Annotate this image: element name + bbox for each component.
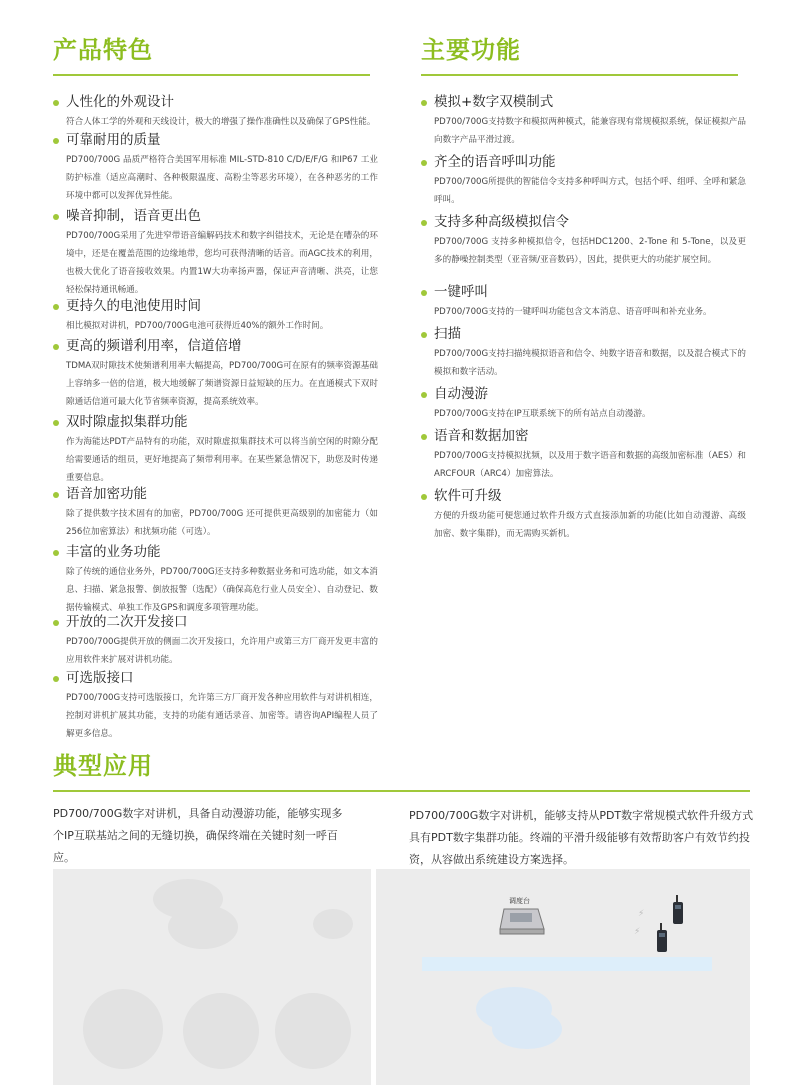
- features-list: [52, 93, 378, 743]
- cloud-icon: [275, 993, 351, 1069]
- function-title: 自动漫游: [420, 385, 746, 404]
- function-item: [420, 325, 746, 385]
- feature-title: 双时隙虚拟集群功能: [52, 413, 378, 432]
- function-item: [420, 427, 746, 487]
- function-desc: PD700/700G所提供的智能信令支持多种呼叫方式，包括个呼、组呼、全呼和紧急呼叫。: [434, 177, 746, 205]
- application-left-text: PD700/700G数字对讲机，具备自动漫游功能，能够实现多个IP互联基站之间的无缝切换，确保终端在关键时刻一呼百应。: [53, 807, 343, 864]
- applications-heading: 典型应用: [53, 752, 153, 780]
- feature-desc: PD700/700G 品质严格符合美国军用标准 MIL-STD-810 C/D/E/F/G 和IP67 工业防护标准（适应高潮时、各种极限温度、高粉尘等恶劣环境），在各种恶劣的工作环境中都可以发挥优异性能。: [66, 155, 378, 201]
- cloud-icon: [168, 905, 238, 949]
- feature-item: [52, 613, 378, 669]
- function-desc: 方便的升级功能可便您通过软件升级方式直接添加新的功能(比如自动漫游、高级加密、数字集群)，而无需购买新机。: [434, 511, 746, 539]
- feature-desc: PD700/700G支持可选版接口，允许第三方厂商开发各种应用软件与对讲机相连，控制对讲机扩展其功能，支持的功能有通话录音、加密等。请咨询API编程人员了解更多信息。: [66, 693, 378, 739]
- function-desc: PD700/700G支持模拟扰频，以及用于数字语音和数据的高级加密标准（AES）和ARCFOUR（ARC4）加密算法。: [434, 451, 746, 479]
- feature-title: 可选版接口: [52, 669, 378, 688]
- feature-title: 更高的频谱利用率，信道倍增: [52, 337, 378, 356]
- feature-title: 更持久的电池使用时间: [52, 297, 378, 316]
- feature-desc: PD700/700G采用了先进窄带语音编解码技术和数字纠错技术，无论是在嘈杂的环境中，还是在覆盖范围的边缘地带，您均可获得清晰的话音。而AGC技术的利用，也极大优化了语音接收效果。内置1W大功率扬声器，保证声音清晰、洪亮，让您轻松保持通讯畅通。: [66, 231, 378, 295]
- feature-item: [52, 93, 378, 131]
- feature-desc: TDMA双时隙技术使频谱利用率大幅提高，PD700/700G可在原有的频率资源基础上容纳多一倍的信道，极大地缓解了频谱资源日益短缺的压力。在直通模式下双时隙通话信道可最大化节省频率资源，提高系统效率。: [66, 361, 378, 407]
- feature-desc: 符合人体工学的外观和天线设计，极大的增强了操作准确性以及确保了GPS性能。: [66, 117, 376, 127]
- feature-item: [52, 207, 378, 297]
- function-item: [420, 93, 746, 153]
- cloud-icon: [313, 909, 353, 939]
- feature-item: [52, 543, 378, 613]
- signal-icon: ⚡: [638, 909, 645, 919]
- function-item: [420, 283, 746, 325]
- function-desc: PD700/700G支持扫描纯模拟语音和信令、纯数字语音和数据，以及混合模式下的模拟和数字活动。: [434, 349, 746, 377]
- feature-item: [52, 337, 378, 413]
- function-title: 模拟+数字双模制式: [420, 93, 746, 112]
- functions-list: [420, 93, 746, 543]
- feature-title: 人性化的外观设计: [52, 93, 378, 112]
- feature-item: [52, 485, 378, 543]
- feature-item: [52, 297, 378, 337]
- feature-desc: 作为海能达PDT产品特有的功能，双时隙虚拟集群技术可以将当前空闲的时隙分配给需要通话的组员，更好地提高了频带利用率。在某些紧急情况下，助您及时传递重要信息。: [66, 437, 378, 483]
- cloud-icon: [83, 989, 163, 1069]
- functions-heading-rule: [421, 74, 738, 76]
- feature-item: [52, 131, 378, 207]
- function-title: 扫描: [420, 325, 746, 344]
- console-label: 调度台: [509, 897, 530, 905]
- feature-title: 开放的二次开发接口: [52, 613, 378, 632]
- feature-title: 语音加密功能: [52, 485, 378, 504]
- functions-heading: 主要功能: [421, 36, 521, 64]
- applications-heading-rule: [53, 790, 750, 792]
- feature-desc: 除了传统的通信业务外，PD700/700G还支持多种数据业务和可选功能，如文本消息、扫描、紧急报警、倒放报警（选配）（确保高危行业人员安全）、自动登记、数据传输模式、单独工作及GPS和调度多项管理功能。: [66, 567, 378, 613]
- function-item: [420, 487, 746, 543]
- function-desc: PD700/700G支持的一键呼叫功能包含文本消息、语音呼叫和补充业务。: [434, 307, 712, 317]
- function-title: 一键呼叫: [420, 283, 746, 302]
- dispatch-console-icon: [498, 905, 546, 937]
- radio-icon: [672, 895, 684, 925]
- function-desc: PD700/700G支持在IP互联系统下的所有站点自动漫游。: [434, 409, 651, 419]
- function-item: [420, 385, 746, 427]
- feature-desc: 相比模拟对讲机，PD700/700G电池可获得近40%的额外工作时间。: [66, 321, 329, 331]
- feature-title: 可靠耐用的质量: [52, 131, 378, 150]
- roaming-diagram-panel: [53, 869, 371, 1085]
- feature-title: 丰富的业务功能: [52, 543, 378, 562]
- feature-item: [52, 413, 378, 485]
- features-heading: 产品特色: [53, 36, 153, 64]
- cloud-icon: [183, 993, 259, 1069]
- features-heading-rule: [53, 74, 370, 76]
- function-desc: PD700/700G 支持多种模拟信令，包括HDC1200、2-Tone 和 5-Tone，以及更多的静噪控制类型（亚音频/亚音数码），因此，提供更大的功能扩展空间。: [434, 237, 746, 265]
- feature-item: [52, 669, 378, 743]
- feature-title: 噪音抑制，语音更出色: [52, 207, 378, 226]
- signal-icon: ⚡: [634, 927, 641, 937]
- function-item: [420, 213, 746, 283]
- application-right-text: PD700/700G数字对讲机，能够支持从PDT数字常规模式软件升级方式具有PDT数字集群功能。终端的平滑升级能够有效帮助客户有效节约投资，从容做出系统建设方案选择。: [409, 809, 754, 866]
- function-title: 软件可升级: [420, 487, 746, 506]
- function-title: 支持多种高级模拟信令: [420, 213, 746, 232]
- cloud-icon: [492, 1009, 562, 1049]
- function-desc: PD700/700G支持数字和模拟两种模式，能兼容现有常规模拟系统，保证模拟产品向数字产品平滑过渡。: [434, 117, 746, 145]
- function-title: 齐全的语音呼叫功能: [420, 153, 746, 172]
- feature-desc: 除了提供数字技术固有的加密，PD700/700G 还可提供更高级别的加密能力（如256位加密算法）和扰频功能（可选）。: [66, 509, 378, 537]
- upgrade-diagram-panel: [376, 869, 750, 1085]
- feature-desc: PD700/700G提供开放的侧面二次开发接口，允许用户或第三方厂商开发更丰富的应用软件来扩展对讲机功能。: [66, 637, 378, 665]
- function-title: 语音和数据加密: [420, 427, 746, 446]
- radio-icon: [656, 923, 668, 953]
- network-band: [422, 957, 712, 971]
- function-item: [420, 153, 746, 213]
